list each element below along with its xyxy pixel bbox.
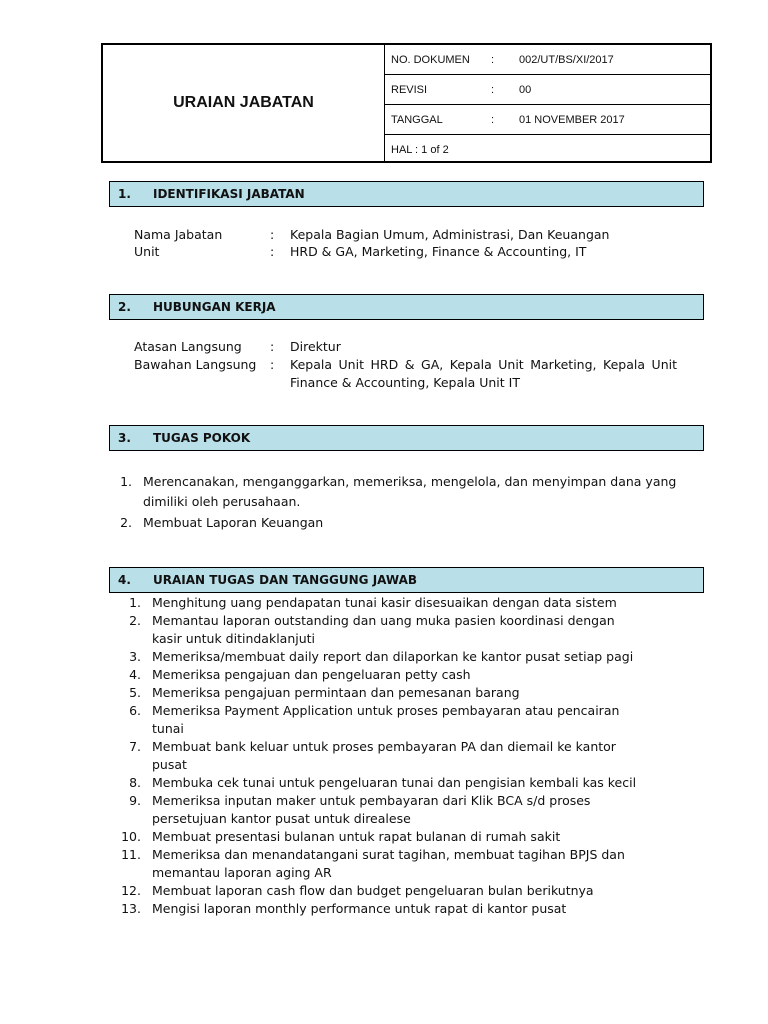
page-number: HAL : 1 of 2 (391, 144, 449, 156)
field-label: Bawahan Langsung (134, 357, 257, 372)
list-item-number: 4. (129, 667, 141, 682)
meta-value: 01 NOVEMBER 2017 (519, 114, 625, 126)
list-item (0, 702, 768, 738)
list-item-text: Merencanakan, menganggarkan, memeriksa, mengelola, dan menyimpan dana yang (143, 474, 677, 489)
list-item-text: Memeriksa pengajuan dan pengeluaran petty cash (152, 667, 471, 682)
list-item-number: 9. (129, 793, 141, 808)
list-item-text: Memantau laporan outstanding dan uang muka pasien koordinasi dengan (152, 613, 615, 628)
list-item-number: 13. (121, 901, 141, 916)
meta-row-nomor (385, 45, 710, 75)
list-item-number: 5. (129, 685, 141, 700)
meta-colon: : (491, 54, 495, 66)
list-item (0, 846, 768, 882)
list-item-number: 12. (121, 883, 141, 898)
list-item (0, 774, 768, 792)
list-item-text: dimiliki oleh perusahaan. (143, 494, 301, 509)
section-header-identifikasi (109, 181, 704, 207)
section-title: TUGAS POKOK (153, 431, 251, 445)
section-number: 3. (118, 431, 131, 445)
section-number: 1. (118, 187, 131, 201)
meta-row-tanggal (385, 105, 710, 135)
section-number: 4. (118, 573, 131, 587)
list-item (0, 792, 768, 828)
field-value: Direktur (290, 339, 341, 354)
section-title: HUBUNGAN KERJA (153, 300, 276, 314)
field-colon: : (270, 357, 275, 372)
list-item (0, 666, 768, 684)
meta-key: REVISI (391, 84, 428, 96)
list-item-number: 11. (121, 847, 141, 862)
document-meta (385, 45, 710, 161)
list-item-number: 1. (120, 474, 132, 489)
section-header-tugas-pokok (109, 425, 704, 451)
list-item-number: 2. (120, 515, 132, 530)
meta-row-revisi (385, 75, 710, 105)
section-header-uraian (109, 567, 704, 593)
list-item-text: Membuat laporan cash flow dan budget pengeluaran bulan berikutnya (152, 883, 594, 898)
list-item-number: 3. (129, 649, 141, 664)
list-item (0, 738, 768, 774)
list-item-text: kasir untuk ditindaklanjuti (152, 631, 316, 646)
list-item-text: Memeriksa dan menandatangani surat tagihan, membuat tagihan BPJS dan (152, 847, 625, 862)
list-item-number: 6. (129, 703, 141, 718)
field-label: Unit (134, 244, 160, 259)
list-item-text: Memeriksa/membuat daily report dan dilaporkan ke kantor pusat setiap pagi (152, 649, 634, 664)
section-title: IDENTIFIKASI JABATAN (153, 187, 305, 201)
list-item-text: persetujuan kantor pusat untuk direalese (152, 811, 411, 826)
list-item (0, 828, 768, 846)
meta-row-page (385, 135, 710, 161)
list-item (0, 472, 768, 512)
list-item (0, 900, 768, 918)
list-item-text: memantau laporan aging AR (152, 865, 332, 880)
list-item-number: 8. (129, 775, 141, 790)
list-item-text: Membuat presentasi bulanan untuk rapat bulanan di rumah sakit (152, 829, 561, 844)
document-title: URAIAN JABATAN (103, 45, 385, 161)
field-label: Atasan Langsung (134, 339, 242, 354)
field-value: Kepala Bagian Umum, Administrasi, Dan Keuangan (290, 227, 610, 242)
section-title: URAIAN TUGAS DAN TANGGUNG JAWAB (153, 573, 418, 587)
field-value: Kepala Unit HRD & GA, Kepala Unit Marketing, Kepala Unit Finance & Accounting, Kepala Unit IT (290, 357, 677, 390)
list-item-text: Membuat Laporan Keuangan (143, 515, 324, 530)
document-header (101, 43, 712, 163)
list-item-text: Memeriksa Payment Application untuk proses pembayaran atau pencairan (152, 703, 620, 718)
uraian-tugas-list (0, 594, 768, 918)
list-item-text: Memeriksa inputan maker untuk pembayaran dari Klik BCA s/d proses (152, 793, 591, 808)
meta-value: 00 (519, 84, 532, 96)
list-item (0, 684, 768, 702)
list-item-text: Mengisi laporan monthly performance untuk rapat di kantor pusat (152, 901, 567, 916)
meta-colon: : (491, 84, 495, 96)
list-item (0, 648, 768, 666)
list-item-text: Menghitung uang pendapatan tunai kasir disesuaikan dengan data sistem (152, 595, 617, 610)
list-item-number: 2. (129, 613, 141, 628)
meta-value: 002/UT/BS/XI/2017 (519, 54, 614, 66)
section-header-hubungan (109, 294, 704, 320)
tugas-pokok-list (0, 472, 768, 534)
meta-key: TANGGAL (391, 114, 443, 126)
list-item (0, 513, 768, 533)
list-item-text: pusat (152, 757, 187, 772)
list-item-text: Memeriksa pengajuan permintaan dan pemesanan barang (152, 685, 520, 700)
field-value: HRD & GA, Marketing, Finance & Accounting, IT (290, 244, 587, 259)
list-item-text: Membuka cek tunai untuk pengeluaran tunai dan pengisian kembali kas kecil (152, 775, 637, 790)
list-item (0, 612, 768, 648)
field-colon: : (270, 227, 275, 242)
list-item-text: Membuat bank keluar untuk proses pembayaran PA dan diemail ke kantor (152, 739, 616, 754)
field-colon: : (270, 339, 275, 354)
field-colon: : (270, 244, 275, 259)
section-number: 2. (118, 300, 131, 314)
list-item (0, 594, 768, 612)
list-item (0, 882, 768, 900)
list-item-number: 10. (121, 829, 141, 844)
meta-colon: : (491, 114, 495, 126)
list-item-text: tunai (152, 721, 184, 736)
list-item-number: 7. (129, 739, 141, 754)
field-label: Nama Jabatan (134, 227, 223, 242)
list-item-number: 1. (129, 595, 141, 610)
meta-key: NO. DOKUMEN (391, 54, 470, 66)
